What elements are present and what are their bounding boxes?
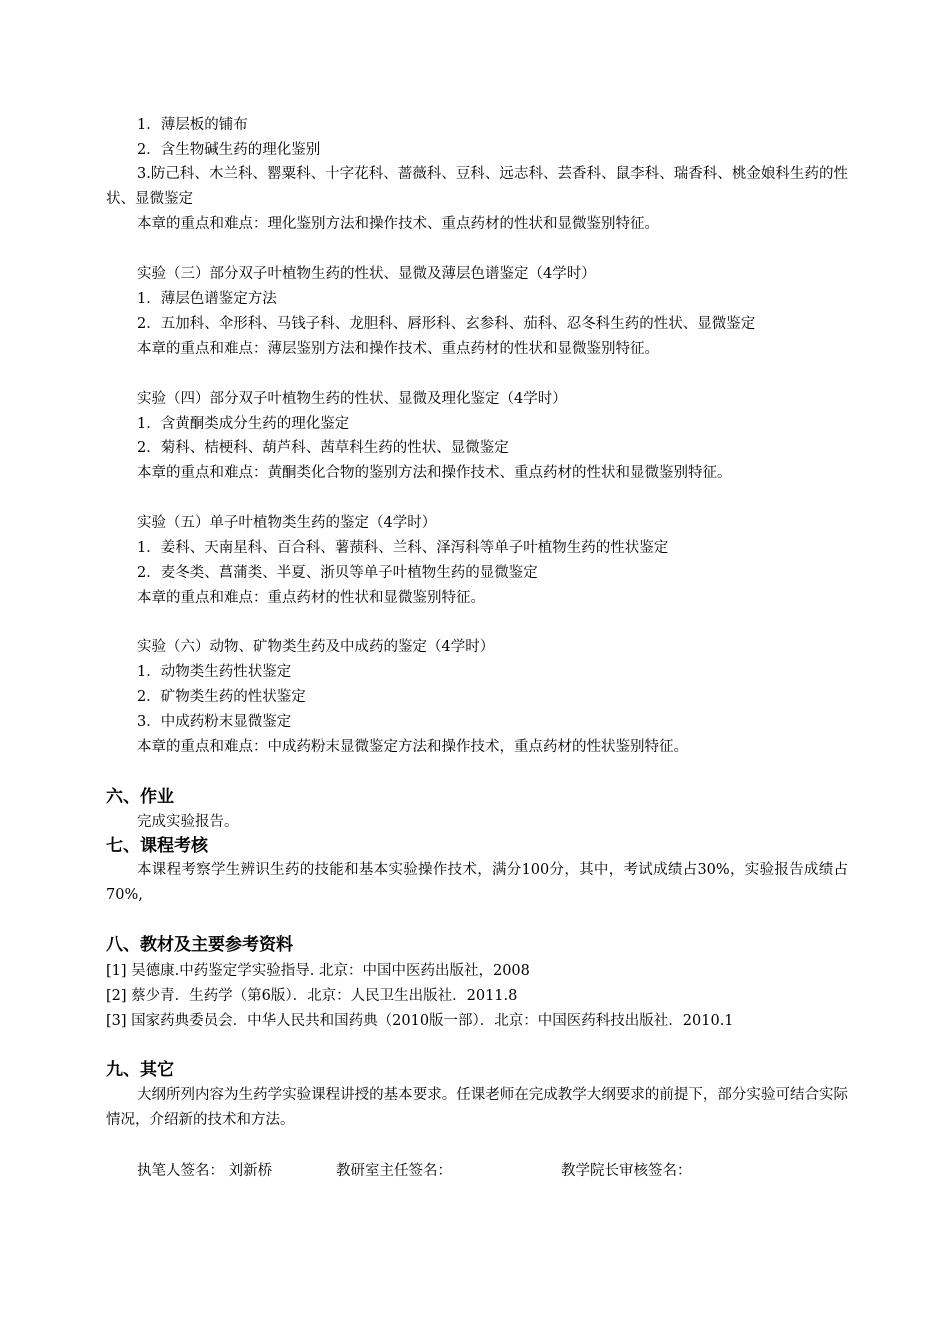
lab6-key-points: 本章的重点和难点：中成药粉末显微鉴定方法和操作技术，重点药材的性状鉴别特征。 xyxy=(137,739,688,755)
lab3-title: 实验（三）部分双子叶植物生药的性状、显微及薄层色谱鉴定（4学时） xyxy=(137,266,596,282)
lab2-key-points: 本章的重点和难点：理化鉴别方法和操作技术、重点药材的性状和显微鉴别特征。 xyxy=(137,216,659,232)
lab3-item-2: 2．五加科、伞形科、马钱子科、龙胆科、唇形科、玄参科、茄科、忍冬科生药的性状、显微鉴定 xyxy=(137,316,756,332)
lab2-item-2: 2．含生物碱生药的理化鉴别 xyxy=(137,142,321,158)
lab4-item-2: 2．菊科、桔梗科、葫芦科、茜草科生药的性状、显微鉴定 xyxy=(137,440,509,456)
reference-item: [3] 国家药典委员会．中华人民共和国药典（2010版一部）．北京：中国医药科技出版社．2010.1 xyxy=(106,1013,734,1029)
section-7-text: 本课程考察学生辨识生药的技能和基本实验操作技术，满分100分，其中，考试成绩占30%，实验报告成绩占70%, xyxy=(106,862,848,903)
section-6-text: 完成实验报告。 xyxy=(137,814,239,830)
director-signature-label: 教研室主任签名： xyxy=(336,1163,452,1179)
lab5-title: 实验（五）单子叶植物类生药的鉴定（4学时） xyxy=(137,515,437,531)
lab3-key-points: 本章的重点和难点：薄层鉴别方法和操作技术、重点药材的性状和显微鉴别特征。 xyxy=(137,341,659,357)
section-6-heading: 六、作业 xyxy=(106,787,174,807)
lab6-item-3: 3．中成药粉末显微鉴定 xyxy=(137,714,292,730)
section-9-heading: 九、其它 xyxy=(106,1060,174,1080)
section-7-heading: 七、课程考核 xyxy=(106,836,208,856)
reference-item: [2] 蔡少青．生药学（第6版）．北京：人民卫生出版社．2011.8 xyxy=(106,988,518,1004)
lab5-key-points: 本章的重点和难点：重点药材的性状和显微鉴别特征。 xyxy=(137,590,485,606)
lab2-item-1: 1．薄层板的铺布 xyxy=(137,117,248,133)
lab2-item-3: 3.防己科、木兰科、罂粟科、十字花科、蔷薇科、豆科、远志科、芸香科、鼠李科、瑞香科、桃金娘科生药的性状、显微鉴定 xyxy=(106,166,848,207)
lab3-item-1: 1．薄层色谱鉴定方法 xyxy=(137,291,277,307)
lab4-item-1: 1．含黄酮类成分生药的理化鉴定 xyxy=(137,416,350,432)
lab6-item-1: 1．动物类生药性状鉴定 xyxy=(137,664,292,680)
lab4-title: 实验（四）部分双子叶植物生药的性状、显微及理化鉴定（4学时） xyxy=(137,391,567,407)
section-9-text: 大纲所列内容为生药学实验课程讲授的基本要求。任课老师在完成教学大纲要求的前提下，部分实验可结合实际情况，介绍新的技术和方法。 xyxy=(106,1087,848,1128)
dean-signature-label: 教学院长审核签名： xyxy=(561,1163,692,1179)
lab5-item-2: 2．麦冬类、菖蒲类、半夏、浙贝等单子叶植物生药的显微鉴定 xyxy=(137,565,538,581)
reference-item: [1] 吴德康.中药鉴定学实验指导. 北京：中国中医药出版社，2008 xyxy=(106,963,530,979)
section-8-heading: 八、教材及主要参考资料 xyxy=(106,935,293,955)
author-label: 执笔人签名： xyxy=(137,1163,224,1179)
author-signature xyxy=(137,1161,272,1181)
lab6-item-2: 2．矿物类生药的性状鉴定 xyxy=(137,689,306,705)
lab6-title: 实验（六）动物、矿物类生药及中成药的鉴定（4学时） xyxy=(137,639,495,655)
lab4-key-points: 本章的重点和难点：黄酮类化合物的鉴别方法和操作技术、重点药材的性状和显微鉴别特征。 xyxy=(137,465,732,481)
author-name: 刘新桥 xyxy=(228,1163,273,1179)
lab5-item-1: 1．姜科、天南星科、百合科、薯蓣科、兰科、泽泻科等单子叶植物生药的性状鉴定 xyxy=(137,540,669,556)
